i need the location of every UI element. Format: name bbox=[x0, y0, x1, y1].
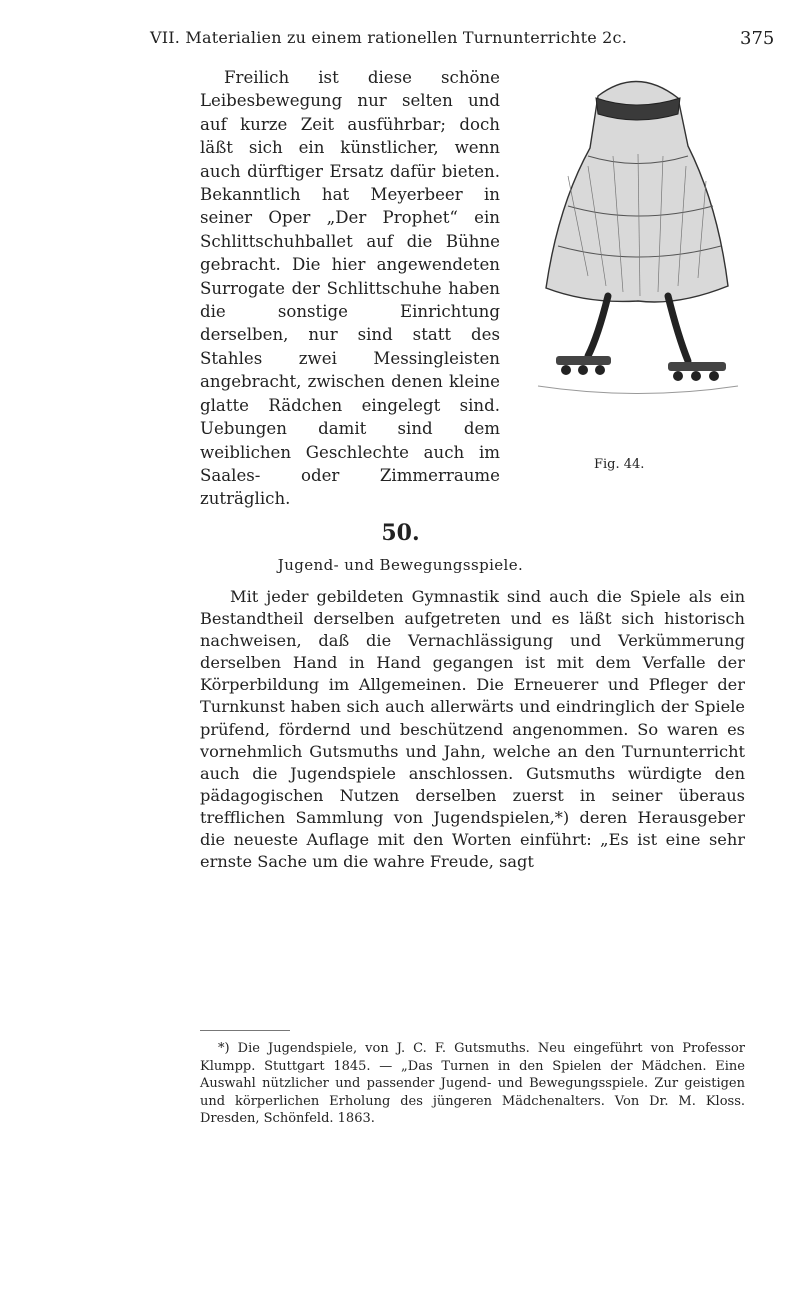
body-paragraph bbox=[200, 586, 745, 873]
running-head: VII. Materialien zu einem rationellen Turnunterrichte 2c. bbox=[150, 28, 627, 47]
section-number: 50. bbox=[381, 520, 420, 546]
left-skate bbox=[556, 356, 611, 365]
page-number: 375 bbox=[740, 28, 775, 49]
figure-skate-illustration bbox=[528, 56, 746, 446]
roller-skate-figure-illustration bbox=[528, 56, 746, 406]
right-skate bbox=[668, 362, 726, 371]
section-title: Jugend- und Bewegungsspiele. bbox=[277, 556, 524, 574]
intro-text: Freilich ist diese schöne Leibesbewegung nur selten und auf kurze Zeit ausführbar; doch läßt sich ein künstlicher, wenn auch dürftiger Ersatz dafür bieten. Bekanntlich hat Meyerbeer in seiner Oper „Der Prophet“ ein Schlittschuhballet auf die Bühne gebracht. Die hier angewendeten Surrogate der Schlittschuhe haben die sonstige Einrichtung derselben, nur sind statt des Stahles zwei Messingleisten angebracht, zwischen denen kleine glatte Rädchen eingelegt sind. Uebungen damit sind dem weiblichen Geschlechte auch im Saales- oder Zimmerraume zuträglich. bbox=[200, 68, 500, 509]
body-text: Mit jeder gebildeten Gymnastik sind auch die Spiele als ein Bestandtheil derselben aufgetreten und es läßt sich historisch nachweisen, daß die Vernachlässigung und Verkümmerung derselben Hand in Hand gegangen ist mit dem Verfalle der Körperbildung im Allgemeinen. Die Erneuerer und Pfleger der Turnkunst haben sich auch allerwärts und eindringlich der Spiele prüfend, fördernd und beschützend angenommen. So waren es vornehmlich Gutsmuths und Jahn, welche an den Turnunterricht auch die Jugendspiele anschlossen. Gutsmuths würdigte den pädagogischen Nutzen derselben zuerst in seiner überaus trefflichen Sammlung von Jugendspielen,*) deren Herausgeber die neueste Auflage mit den Worten einführt: „Es ist eine sehr ernste Sache um die wahre Freude, sagt bbox=[200, 587, 745, 872]
footnote-text: *) Die Jugendspiele, von J. C. F. Gutsmuths. Neu eingeführt von Professor Klumpp. Stuttgart 1845. — „Das Turnen in den Spielen der Mädchen. Eine Auswahl nützlicher und passender Jugend- und Bewegungsspiele. Zur geistigen und körperlichen Erholung des jüngeren Mädchenalters. Von Dr. M. Kloss. Dresden, Schönfeld. 1863. bbox=[200, 1041, 745, 1127]
figure-caption: Fig. 44. bbox=[594, 457, 645, 472]
intro-paragraph bbox=[200, 66, 500, 511]
footnote-rule bbox=[200, 1030, 290, 1031]
footnote bbox=[200, 1040, 745, 1128]
